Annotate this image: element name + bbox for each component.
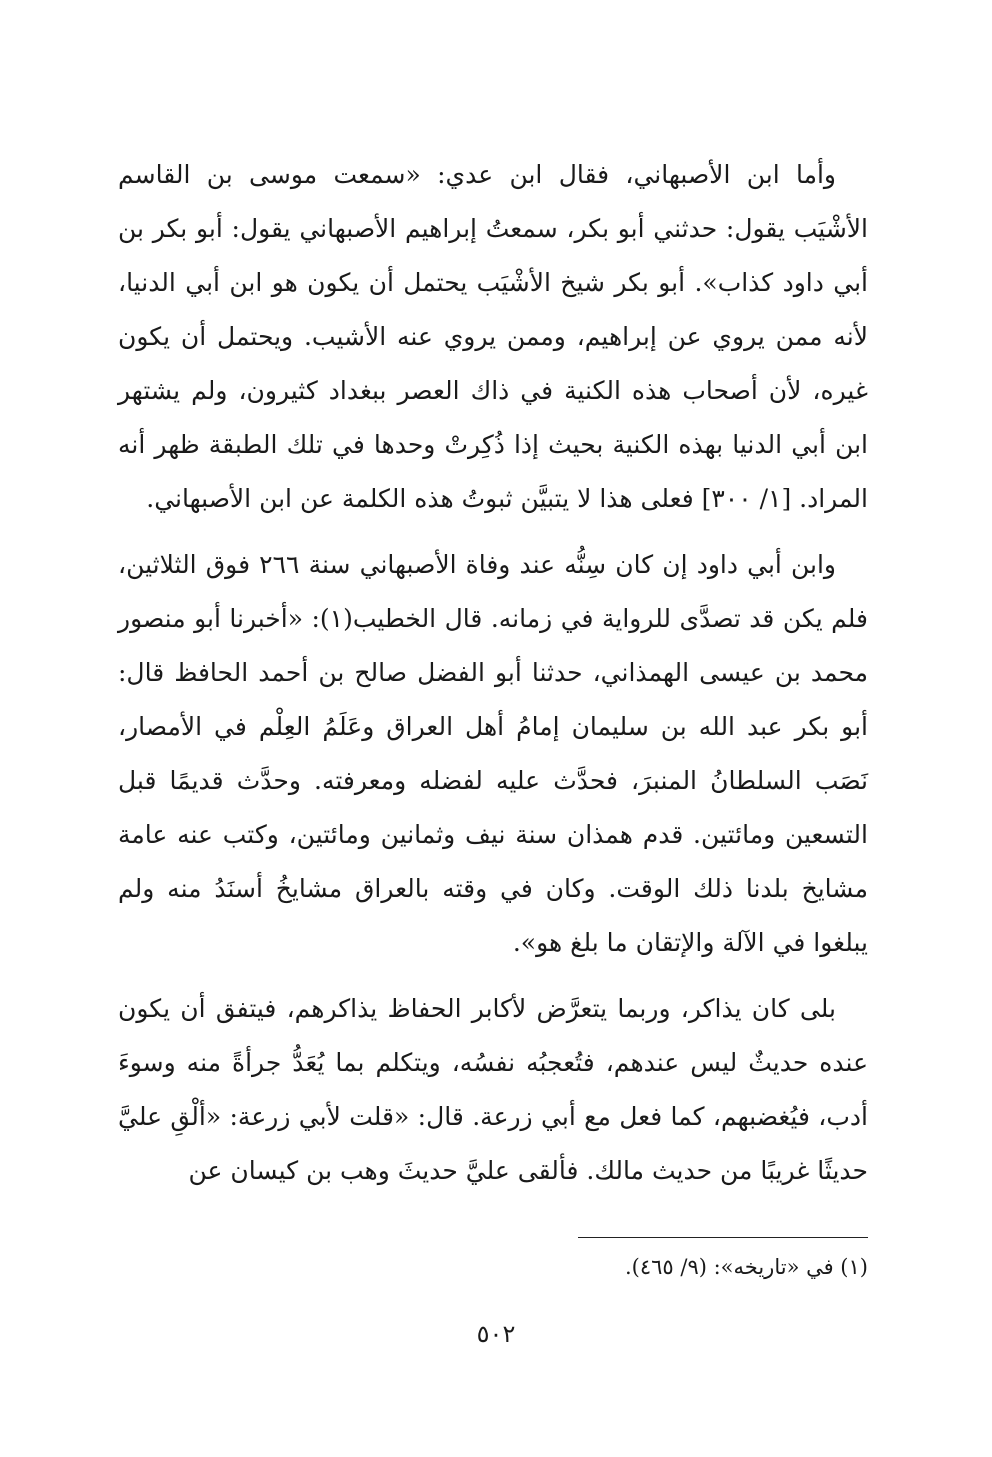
footnote-divider <box>578 1237 868 1238</box>
main-text <box>118 148 868 1198</box>
paragraph-1: وأما ابن الأصبهاني، فقال ابن عدي: «سمعت موسى بن القاسم الأشْيَب يقول: حدثني أبو بكر، سمعتُ إبراهيم الأصبهاني يقول: أبو بكر بن أبي داود كذاب». أبو بكر شيخ الأشْيَب يحتمل أن يكون هو ابن أبي الدنيا، لأنه ممن يروي عن إبراهيم، وممن يروي عنه الأشيب. ويحتمل أن يكون غيره، لأن أصحاب هذه الكنية في ذاك العصر ببغداد كثيرون، ولم يشتهر ابن أبي الدنيا بهذه الكنية بحيث إذا ذُكِرتْ وحدها في تلك الطبقة ظهر أنه المراد. [١/ ٣٠٠] فعلى هذا لا يتبيَّن ثبوتُ هذه الكلمة عن ابن الأصبهاني. <box>118 160 868 513</box>
paragraph-2: وابن أبي داود إن كان سِنُّه عند وفاة الأصبهاني سنة ٢٦٦ فوق الثلاثين، فلم يكن قد تصدَّى للرواية في زمانه. قال الخطيب(١): «أخبرنا أبو منصور محمد بن عيسى الهمذاني، حدثنا أبو الفضل صالح بن أحمد الحافظ قال: أبو بكر عبد الله بن سليمان إمامُ أهل العراق وعَلَمُ العِلْم في الأمصار، نَصَب السلطانُ المنبرَ، فحدَّث عليه لفضله ومعرفته. وحدَّث قديمًا قبل التسعين ومائتين. قدم همذان سنة نيف وثمانين ومائتين، وكتب عنه عامة مشايخ بلدنا ذلك الوقت. وكان في وقته بالعراق مشايخُ أسنَدُ منه ولم يبلغوا في الآلة والإتقان ما بلغ هو». <box>118 550 868 957</box>
paragraph-3: بلى كان يذاكر، وربما يتعرَّض لأكابر الحفاظ يذاكرهم، فيتفق أن يكون عنده حديثٌ ليس عندهم، فتُعجبُه نفسُه، ويتكلم بما يُعَدُّ جرأةً منه وسوءَ أدب، فيُغضبهم، كما فعل مع أبي زرعة. قال: «قلت لأبي زرعة: «ألْقِ عليَّ حديثًا غريبًا من حديث مالك. فألقى عليَّ حديثَ وهب بن كيسان عن <box>118 994 868 1185</box>
footnote: (١) في «تاريخه»: (٩/ ٤٦٥). <box>624 1255 868 1279</box>
page-number: ٥٠٢ <box>476 1320 516 1348</box>
